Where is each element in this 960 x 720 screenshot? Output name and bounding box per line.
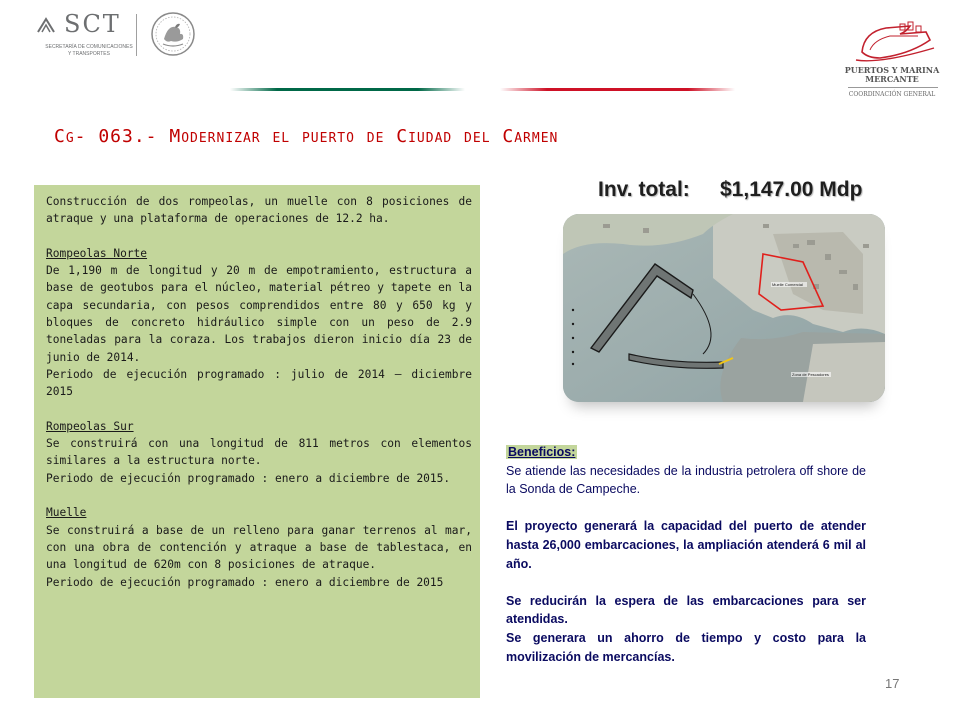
benefit-paragraph-4: Se generara un ahorro de tiempo y costo para la movilización de mercancías. [506,630,866,664]
sct-name: SCT [64,10,121,38]
section-body-rompeolas-sur: Se construirá con una longitud de 811 metros con elementos similares a la estructura norte. [46,437,472,468]
aerial-map-graphic [563,214,885,402]
section-period-muelle: Periodo de ejecución programado : enero a diciembre de 2015 [46,575,444,589]
sct-logo [34,10,144,60]
red-header-bar [500,88,735,91]
page-number: 17 [885,676,900,691]
benefits-heading: Beneficios: [508,445,576,459]
benefit-paragraph-3: Se reducirán la espera de las embarcaciones para ser atendidas. [506,593,866,627]
investment-total [598,178,862,202]
puertos-logo-title [840,66,944,84]
benefits-block [506,443,866,666]
ship-icon [840,18,944,66]
puertos-logo-title-line1: PUERTOS Y MARINA [844,65,940,75]
sct-mark-icon [36,16,56,36]
mexican-eagle-seal-icon [150,11,196,57]
sct-subtitle-line2: Y TRANSPORTES [68,51,110,57]
photo-label-zona-pescadores: Zona de Pescadores [792,372,829,377]
project-intro: Construcción de dos rompeolas, un muelle con 8 posiciones de atraque y una plataforma de operaciones de 12.2 ha. [46,195,472,226]
benefit-paragraph-1: Se atiende las necesidades de la industria petrolera off shore de la Sonda de Campeche. [506,463,866,497]
puertos-logo-subtitle: COORDINACIÓN GENERAL [848,91,936,98]
puertos-logo-title-line2: MERCANTE [865,74,919,84]
section-body-muelle: Se construirá a base de un relleno para ganar terrenos al mar, con una obra de contención y atraque a base de tablestaca, en una longitud de 620m con 8 posiciones de atraque. [46,523,472,572]
puertos-logo-rule [848,87,938,88]
header-divider [136,14,137,56]
section-period-rompeolas-norte: Periodo de ejecución programado : julio de 2014 – diciembre 2015 [46,367,472,399]
section-heading-muelle: Muelle [46,506,87,520]
slide-title: Cg- 063.- Modernizar el puerto de Ciudad del Carmen [54,126,559,147]
project-description-box [34,185,480,698]
puertos-marina-logo [840,18,944,110]
section-heading-rompeolas-sur: Rompeolas Sur [46,419,134,433]
green-header-bar [230,88,465,91]
investment-value: $1,147.00 Mdp [720,178,863,201]
aerial-port-photo [563,214,885,402]
investment-label: Inv. total: [598,178,690,201]
section-period-rompeolas-sur: Periodo de ejecución programado : enero a diciembre de 2015. [46,471,451,485]
benefit-paragraph-2: El proyecto generará la capacidad del puerto de atender hasta 26,000 embarcaciones, la ampliación atenderá 6 mil al año. [506,519,866,571]
section-body-rompeolas-norte: De 1,190 m de longitud y 20 m de empotramiento, estructura a base de geotubos para el núcleo, material pétreo y tapete en la capa secundaria, con pesos comprendidos entre 80 y 650 kg y bloques de concreto hidráulico simple con un peso de 2.9 toneladas para la coraza. Los trabajos dieron inicio día 23 de junio de 2014. [46,264,472,364]
sct-subtitle-line1: SECRETARÍA DE COMUNICACIONES [45,44,133,50]
sct-subtitle [34,44,144,58]
section-heading-rompeolas-norte: Rompeolas Norte [46,246,148,260]
photo-label-muelle-comercial: Muelle Comercial [772,282,803,287]
